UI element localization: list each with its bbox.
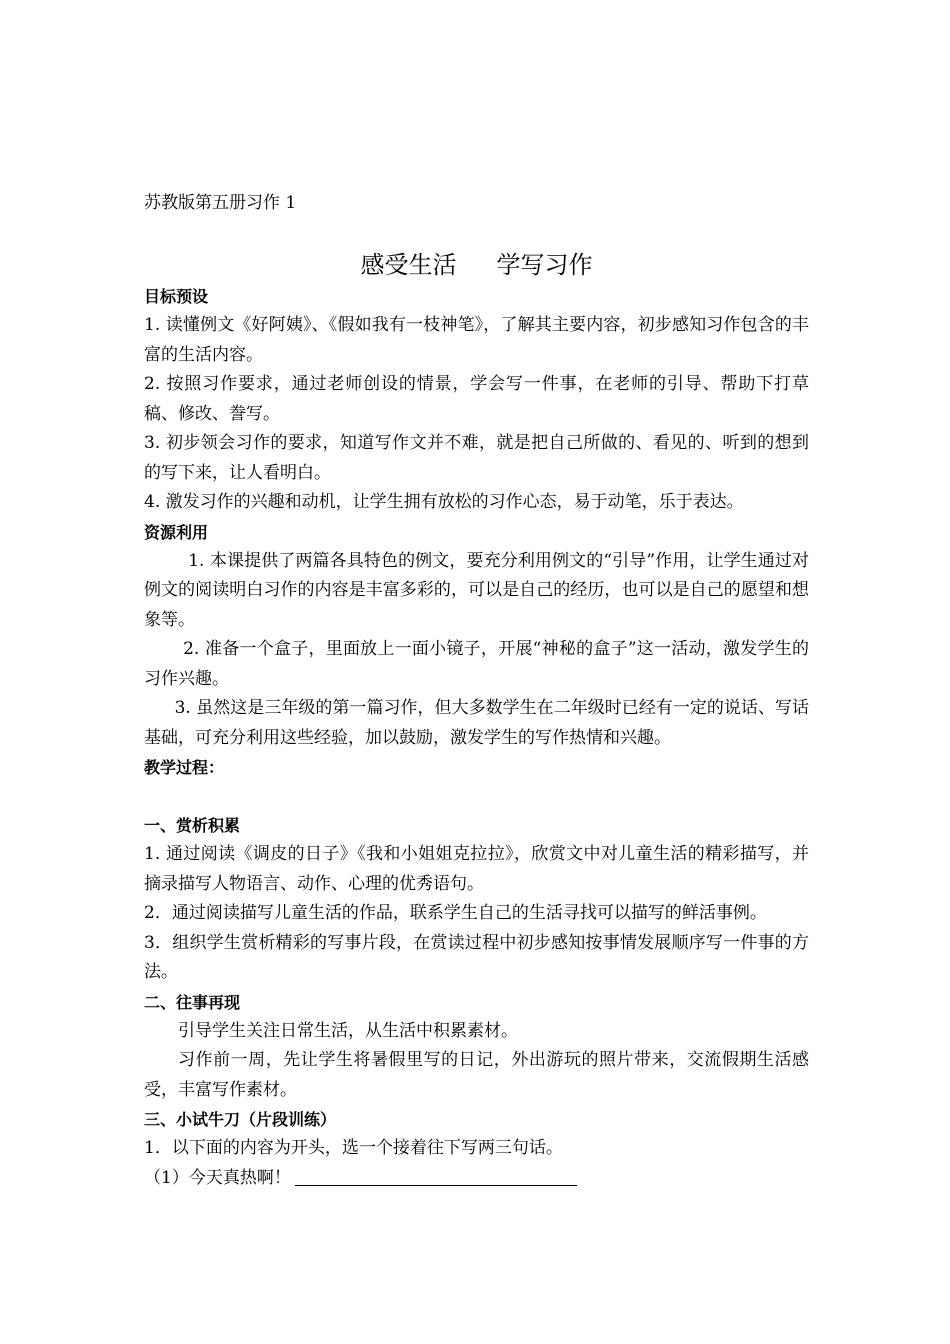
section-3-heading: 三、小试牛刀（片段训练） bbox=[144, 1110, 337, 1129]
textbook-line: 苏教版第五册习作 1 bbox=[144, 193, 297, 213]
blank-spacer bbox=[144, 782, 809, 811]
section-1-heading: 一、赏析积累 bbox=[144, 816, 241, 835]
goal-item-2: 2. 按照习作要求，通过老师创设的情景，学会写一件事，在老师的引导、帮助下打草稿、修改、誊写。 bbox=[144, 374, 809, 424]
goal-item-3: 3. 初步领会习作的要求，知道写作文并不难，就是把自己所做的、看见的、听到的想到的写下来，让人看明白。 bbox=[144, 433, 809, 483]
resources-heading: 资源利用 bbox=[144, 522, 209, 542]
section-2-paragraph-1: 引导学生关注日常生活，从生活中积累素材。 bbox=[178, 1020, 518, 1041]
resource-item-3: 3. 虽然这是三年级的第一篇习作，但大多数学生在二年级时已经有一定的说话、写话基础，可充分利用这些经验，加以鼓励，激发学生的写作热情和兴趣。 bbox=[144, 698, 809, 748]
goal-item-4: 4. 激发习作的兴趣和动机，让学生拥有放松的习作心态，易于动笔，乐于表达。 bbox=[144, 492, 744, 512]
section-1-item-3: 3．组织学生赏析精彩的写事片段，在赏读过程中初步感知按事情发展顺序写一件事的方法。 bbox=[144, 932, 809, 982]
section-1-item-1: 1. 通过阅读《调皮的日子》《我和小姐姐克拉拉》，欣赏文中对儿童生活的精彩描写，并摘录描写人物语言、动作、心理的优秀语句。 bbox=[144, 844, 809, 894]
resource-item-1: 1. 本课提供了两篇各具特色的例文，要充分利用例文的“引导”作用，让学生通过对例文的阅读明白习作的内容是丰富多彩的，可以是自己的经历，也可以是自己的愿望和想象等。 bbox=[144, 550, 809, 630]
section-3-instruction: 1．以下面的内容为开头，选一个接着往下写两三句话。 bbox=[144, 1138, 563, 1158]
title-part-2: 学写习作 bbox=[496, 251, 593, 279]
section-2-paragraph-2: 习作前一周，先让学生将暑假里写的日记，外出游玩的照片带来，交流假期生活感受，丰富写作素材。 bbox=[144, 1050, 809, 1100]
prompt-1-text: （1）今天真热啊！ bbox=[144, 1167, 291, 1188]
section-1-item-2: 2．通过阅读描写儿童生活的作品，联系学生自己的生活寻找可以描写的鲜活事例。 bbox=[144, 903, 767, 923]
answer-blank-line bbox=[295, 1167, 577, 1186]
page-title bbox=[144, 248, 809, 282]
section-2-heading: 二、往事再现 bbox=[144, 992, 241, 1012]
goals-heading: 目标预设 bbox=[144, 287, 209, 306]
section-3-prompt-1 bbox=[144, 1164, 809, 1194]
goal-item-1: 1. 读懂例文《好阿姨》、《假如我有一枝神笔》，了解其主要内容，初步感知习作包含的丰富的生活内容。 bbox=[144, 315, 809, 365]
document-content bbox=[144, 188, 809, 1193]
title-part-1: 感受生活 bbox=[360, 251, 457, 279]
resource-item-2: 2. 准备一个盒子，里面放上一面小镜子，开展“神秘的盒子”这一活动，激发学生的习作兴趣。 bbox=[144, 639, 809, 689]
process-heading: 教学过程： bbox=[144, 758, 225, 777]
